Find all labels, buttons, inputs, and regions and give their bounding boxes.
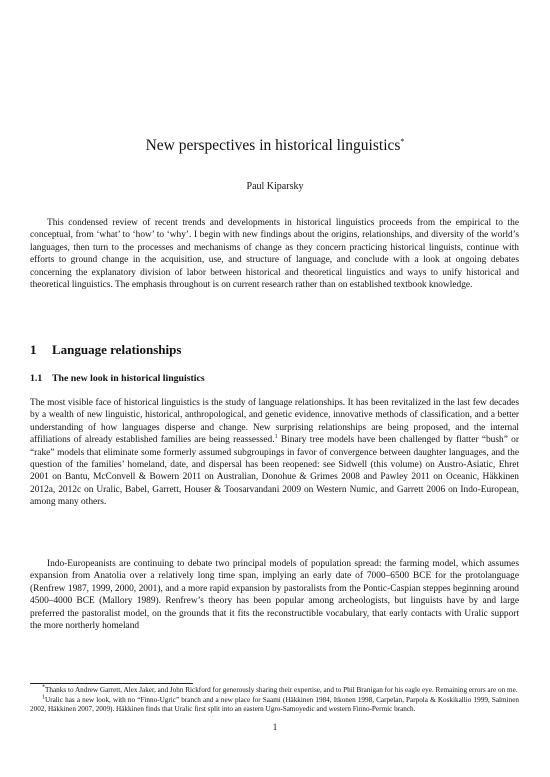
footnote-divider: [30, 683, 193, 684]
abstract: This condensed review of recent trends and developments in historical linguistics proceeds from the empirical to the conceptual, from ‘what’ to ‘how’ to ‘why’. I begin with new findings about the origins, relationships, and diversity of the world’s languages, then turn to the processes and mechanisms of change as they concern practicing historical linguists, continue with efforts to ground change in the acquisition, use, and structure of language, and conclude with a look at ongoing debates concerning the explanatory division of labor between historical and theoretical linguistics and ways to unify historical and theoretical linguistics. The emphasis throughout is on current research rather than on established textbook knowledge.: [30, 218, 519, 291]
footnote-mark: 1: [42, 694, 45, 701]
paragraph-1-text-b: Binary tree models have been challenged by flatter “bush” or “rake” models that eliminate some formerly assumed subgroupings in favor of convergence between daughter languages, and the question of the families’ homeland, date, and dispersal has been reopened: see Sidwell (this volume) on Austro-Asiatic, Ehret 2001 on Bantu, McConvell & Bowern 2011 on Australian, Donohue & Grimes 2008 and Pawley 2011 on Oceanic, Häkkinen 2012a, 2012c on Uralic, Babel, Garrett, Houser & Toosarvandani 2009 on Western Numic, and Garrett 2006 on Indo-European, among many others.: [30, 435, 519, 508]
paragraph-1-text-a: The most visible face of historical linguistics is the study of language relationships. It has been revitalized in the last few decades by a wealth of new linguistic, historical, anthropological, and genetic evidence, innovative methods of classification, and a better understanding of how languages disperse and change. New surprising relationships are being proposed, and the internal affiliations of already established families are being reassessed.: [30, 398, 519, 446]
footnote-text: Thanks to Andrew Garrett, Alex Jaker, and John Rickford for generously sharing their expertise, and to Phil Branigan for his eagle eye. Remaining errors are on me.: [45, 686, 518, 694]
footnote-ref-1[interactable]: 1: [274, 434, 278, 441]
subsection-number: 1.1: [30, 373, 43, 384]
title-footnote-mark[interactable]: *: [400, 136, 405, 146]
footnote-item: [30, 686, 519, 696]
footnote-item: [30, 696, 519, 715]
footnote-mark: *: [42, 684, 45, 691]
footnote-text: Uralic has a new look, with no “Finno-Ugric” branch and a new place for Saami (Häkkinen 1984, Itkonen 1998, Carpelan, Parpola & Koskikallio 1999, Salminen 2002, Häkkinen 2007, 2009). Häkkinen finds that Uralic first split into an eastern Ugro-Samoyedic and western Finno-Permic branch.: [30, 695, 519, 714]
subsection-heading: [30, 373, 519, 384]
section-heading: [30, 342, 519, 358]
page-number: 1: [272, 722, 278, 732]
body-paragraph-1: [30, 397, 519, 509]
section-number: 1: [30, 342, 37, 357]
footnotes: [30, 686, 519, 715]
author-name: Paul Kiparsky: [246, 181, 304, 192]
body-paragraph-2: Indo-Europeanists are continuing to debate two principal models of population spread: the farming model, which assumes expansion from Anatolia over a relatively long time span, implying an early date of 7000–6500 BCE for the protolanguage (Renfrew 1987, 1999, 2000, 2001), and a more rapid expansion by pastoralists from the Pontic-Caspian steppes beginning around 4500–4000 BCE (Mallory 1989). Renfrew’s theory has been popular among archeologists, but linguists have by and large preferred the pastoralist model, on the grounds that it fits the reconstructible vocabulary, that early contacts with Uralic support the more northerly homeland: [30, 559, 519, 632]
title-text: New perspectives in historical linguistics: [145, 137, 401, 154]
paper-title: [0, 137, 550, 155]
section-title: Language relationships: [52, 342, 182, 357]
subsection-title: The new look in historical linguistics: [52, 373, 205, 384]
